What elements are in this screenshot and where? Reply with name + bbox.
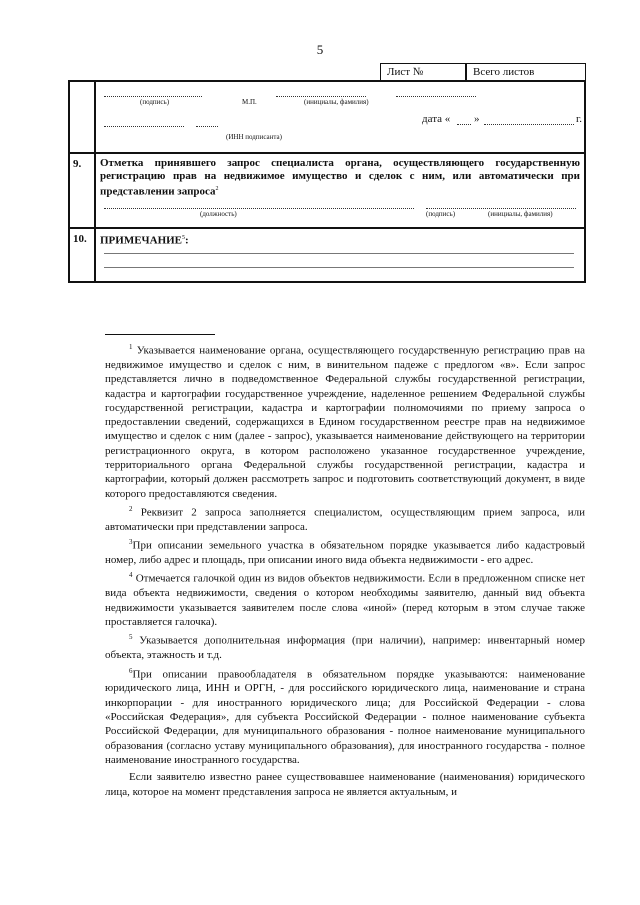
year-suffix: г. [576, 113, 583, 125]
row-10-content [95, 228, 585, 282]
sheet-number-label: Лист № [387, 66, 424, 78]
row-10-footnote-ref: 5 [182, 234, 186, 241]
row-9-number: 9. [69, 153, 95, 228]
footnote-6: $^6$При описании правообладателя в обязательном порядке указываются: наименование юридического лица, ИНН и ОРГН, - для российского юридического лица, наименование и страна инкорпорации - для иностранного юридического лица; для Российской Федерации - слова «Российская Федерация», для субъекта Российской Федерации - полное наименование субъекта Российской Федерации, для муниципального образования - полное наименование муниципального образования (согласно уставу муниципального образования), для иностранного государства - полное наименование иностранного государства. [105, 666, 585, 766]
row-10 [69, 228, 585, 282]
caption-initials: (инициалы, фамилия) [304, 98, 369, 106]
signature-line[interactable] [104, 96, 202, 97]
date-close: » [474, 113, 480, 125]
caption-official-initials: (инициалы, фамилия) [488, 209, 553, 218]
date-month-year-line[interactable] [484, 124, 574, 125]
footnote-1: $^1$ Указывается наименование органа, осуществляющего государственную регистрацию прав на недвижимое имущество и сделок с ним, в винительном падеже с предлогом «в». Если запрос представляется лично в подведомственное Федеральной службы государственной регистрации, кадастра и картографии государственное учреждение, наделенное решением Федеральной службы государственной регистрации, кадастра и картографии полномочиями по приему запроса о предоставлении сведений, содержащихся в Едином государственном реестре прав на недвижимое имущество и сделок с ним (далее - запрос), указывается наименование действующего на территории регистрационного округа, в котором расположено указанное государственное учреждение, территориального органа Федеральной службы государственной регистрации, кадастра и картографии, который должен рассмотреть запрос и подготовить соответствующий документ, в виде которого предоставляются сведения. [105, 343, 585, 500]
row-10-number: 10. [69, 228, 95, 282]
footnote-3: $^3$При описании земельного участка в обязательном порядке указывается либо кадастровый номер, либо адрес и площадь, при описании иного вида объекта недвижимости - его адрес. [105, 538, 585, 567]
caption-official-signature: (подпись) [426, 209, 456, 218]
page-number: 5 [316, 42, 324, 57]
row-9-footnote-ref: 2 [215, 186, 219, 192]
closing-paragraph: Если заявителю известно ранее существовавшее наименование (наименования) юридического лица, которое на момент представления запроса не является актуальным, и [105, 771, 585, 798]
caption-signature: (подпись) [140, 98, 170, 106]
inn-line[interactable] [104, 126, 184, 127]
footnote-rule [105, 334, 215, 335]
signature-row-content [95, 81, 585, 153]
total-sheets-label: Всего листов [473, 66, 535, 78]
total-sheets-box [466, 63, 586, 80]
footnotes [105, 340, 585, 799]
sheet-number-box [380, 63, 466, 80]
caption-inn: (ИНН подписанта) [226, 133, 282, 141]
footnote-5: $^5$ Указывается дополнительная информация (при наличии), например: инвентарный номер объекта, этажность и т.д. [105, 633, 585, 662]
caption-mp: М.П. [242, 98, 257, 106]
row-9 [69, 153, 585, 228]
date-day-line[interactable] [457, 124, 471, 125]
initials-line[interactable] [396, 96, 476, 97]
date-label: дата « [422, 113, 451, 125]
footnote-2: $^2$ Реквизит 2 запроса заполняется специалистом, осуществляющим прием запроса, или автоматически при представлении запроса. [105, 504, 585, 533]
position-line[interactable] [104, 208, 414, 209]
request-form-table [68, 80, 586, 283]
caption-position: (должность) [200, 209, 237, 218]
stamp-line[interactable] [276, 96, 366, 97]
row-9-content [95, 153, 585, 228]
footnote-4: $^4$ Отмечается галочкой один из видов объектов недвижимости. Если в предложенном списке нет вида объекта недвижимости, сведения о котором необходимы заявителю, данный вид объекта недвижимости указывается заявителем после слова «иной» (перед которым в этом случае также проставляется галочка). [105, 571, 586, 628]
remark-line-1[interactable] [104, 253, 574, 254]
remark-line-2[interactable] [104, 267, 574, 268]
signature-row-number [69, 81, 95, 153]
row-9-text: Отметка принявшего запрос специалиста органа, осуществляющего государственную регистрацию прав на недвижимое имущество и сделок с ним, или автоматически при представлении запроса$^2$ [100, 157, 580, 198]
inn-line-2[interactable] [196, 126, 218, 127]
signature-row [69, 81, 585, 153]
remark-label: ПРИМЕЧАНИЕ$^5$: [100, 234, 189, 247]
official-signature-line[interactable] [426, 208, 576, 209]
